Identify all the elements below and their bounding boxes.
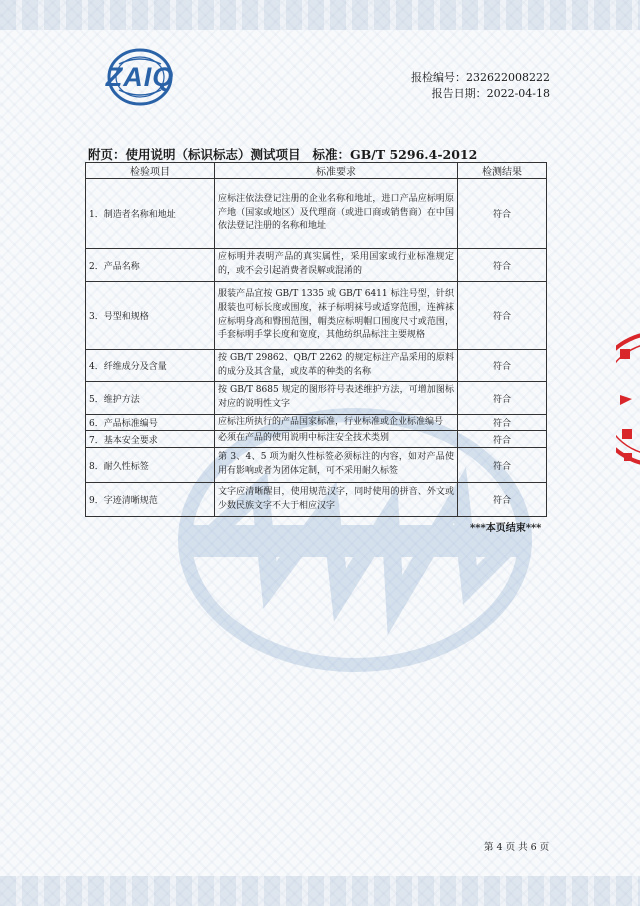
row-result: 符合 (458, 415, 547, 431)
table-row (86, 448, 547, 483)
row-item: 3．号型和规格 (86, 282, 215, 350)
row-requirement: 按 GB/T 8685 规定的图形符号表述维护方法，可增加图标对应的说明性文字 (215, 382, 458, 415)
row-requirement: 应标注依法登记注册的企业名称和地址，进口产品应标明原产地（国家或地区）及代理商（或进口商或销售商）在中国依法登记注册的名称和地址 (215, 179, 458, 249)
row-item: 9．字迹清晰规范 (86, 483, 215, 517)
table-row (86, 415, 547, 431)
row-item: 7．基本安全要求 (86, 431, 215, 448)
row-item: 2．产品名称 (86, 249, 215, 282)
row-result: 符合 (458, 350, 547, 382)
row-item: 1．制造者名称和地址 (86, 179, 215, 249)
table-row (86, 249, 547, 282)
row-result: 符合 (458, 483, 547, 517)
header-result: 检测结果 (458, 163, 547, 179)
row-requirement: 服装产品宜按 GB/T 1335 或 GB/T 6411 标注号型，针织服装也可标长度或围度，袜子标明袜号或适穿范围，连裤袜应标明身高和臀围范围，帽类应标明帽口围度尺寸或范围，手套标明手掌长度和宽度，其他纺织品标注主要规格 (215, 282, 458, 350)
row-requirement: 应标注所执行的产品国家标准，行业标准或企业标准编号 (215, 415, 458, 431)
table-row (86, 382, 547, 415)
table-row (86, 431, 547, 448)
row-item: 5．维护方法 (86, 382, 215, 415)
end-of-page-mark: ***本页结束*** (470, 523, 542, 534)
report-date: 报告日期：2022-04-18 (431, 87, 550, 100)
row-item: 8．耐久性标签 (86, 448, 215, 483)
header-requirement: 标准要求 (215, 163, 458, 179)
security-pattern-bottom (0, 876, 640, 906)
header-test-item: 检验项目 (86, 163, 215, 179)
inspection-seal-stamp (616, 325, 640, 473)
zaiq-logo (84, 46, 196, 108)
page-number: 第 4 页 共 6 页 (484, 842, 550, 853)
row-result: 符合 (458, 282, 547, 350)
report-number: 报检编号：232622008222 (411, 71, 550, 84)
test-items-table (85, 162, 547, 517)
table-row (86, 350, 547, 382)
row-result: 符合 (458, 431, 547, 448)
row-requirement: 应标明并表明产品的真实属性，采用国家或行业标准规定的，或不会引起消费者误解或混淆的 (215, 249, 458, 282)
table-row (86, 483, 547, 517)
row-result: 符合 (458, 249, 547, 282)
row-item: 6．产品标准编号 (86, 415, 215, 431)
security-pattern-top (0, 0, 640, 30)
table-header-row (86, 163, 547, 179)
table-row (86, 282, 547, 350)
table-row (86, 179, 547, 249)
row-result: 符合 (458, 448, 547, 483)
page-title: 附页：使用说明（标识标志）测试项目 标准：GB/T 5296.4-2012 (88, 147, 478, 162)
row-requirement: 第 3、4、5 项为耐久性标签必须标注的内容，如对产品使用有影响或者为团体定制，可不采用耐久标签 (215, 448, 458, 483)
svg-text:ZAIQ: ZAIQ (105, 62, 175, 92)
row-item: 4．纤维成分及含量 (86, 350, 215, 382)
row-result: 符合 (458, 179, 547, 249)
row-requirement: 文字应清晰醒目，使用规范汉字，同时使用的拼音、外文或少数民族文字不大于相应汉字 (215, 483, 458, 517)
row-requirement: 按 GB/T 29862、QB/T 2262 的规定标注产品采用的原料的成分及其含量，或皮革的种类的名称 (215, 350, 458, 382)
row-result: 符合 (458, 382, 547, 415)
report-info (411, 70, 550, 102)
row-requirement: 必须在产品的使用说明中标注安全技术类别 (215, 431, 458, 448)
